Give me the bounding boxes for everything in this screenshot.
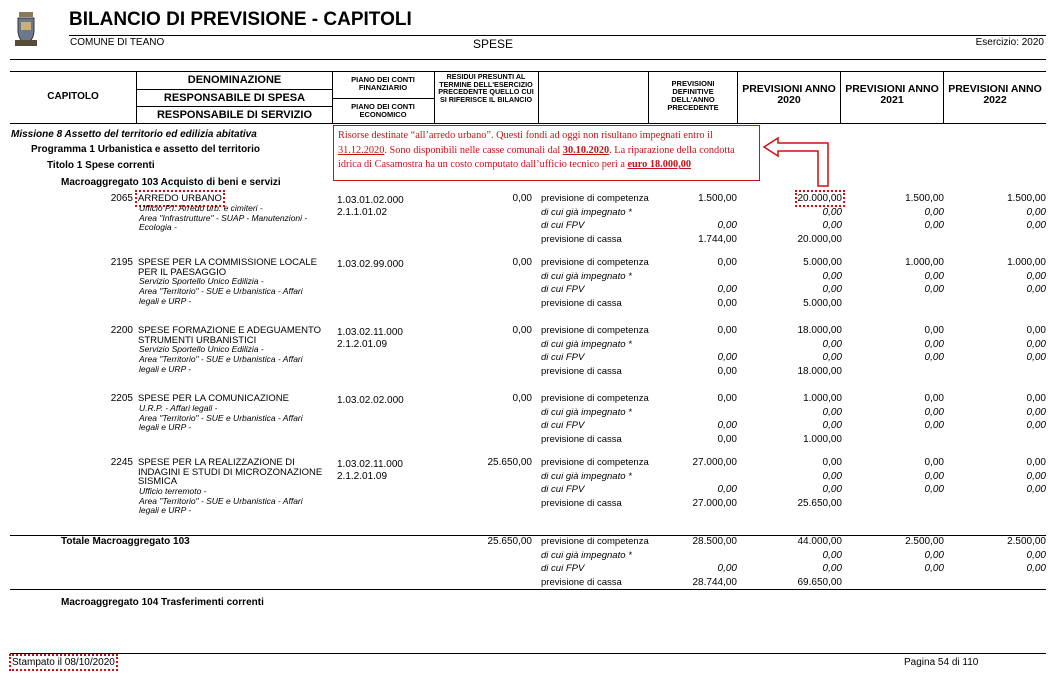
area-label: legali e URP - <box>139 505 192 515</box>
value-a2022: 1.500,00 <box>1007 193 1046 204</box>
value-a2021: 0,00 <box>924 393 944 404</box>
page-number: Pagina 54 di 110 <box>904 657 979 668</box>
capitolo-number: 2245 <box>110 457 133 468</box>
value-a2021: 0,00 <box>924 338 944 350</box>
value-a2022: 0,00 <box>1026 470 1046 482</box>
value-a2020: 1.000,00 <box>803 393 842 404</box>
row-label: previsione di cassa <box>541 497 622 509</box>
footer-rule <box>10 653 1046 654</box>
capitolo-name: STRUMENTI URBANISTICI <box>138 334 257 346</box>
area-label: Area "Territorio" - SUE e Urbanistica - Affari <box>139 412 303 423</box>
ufficio-label: Servizio Sportello Unico Edilizia - <box>139 276 264 286</box>
row-label: di cui già impegnato * <box>541 549 632 561</box>
capitolo-number: 2195 <box>110 257 133 268</box>
value-a2020: 0,00 <box>822 270 842 282</box>
value-a2022: 0,00 <box>1026 420 1046 431</box>
row-label: previsione di cassa <box>541 576 622 588</box>
value-a2022: 0,00 <box>1026 484 1046 495</box>
value-a2020: 0,00 <box>822 457 842 468</box>
value-a2020: 0,00 <box>822 420 842 431</box>
value-a2021: 0,00 <box>924 457 944 468</box>
value-a2020: 0,00 <box>822 220 842 231</box>
value-a2021: 0,00 <box>924 220 944 231</box>
value-a2022: 0,00 <box>1026 393 1046 404</box>
capitolo-name: INDAGINI E STUDI DI MICROZONAZIONE <box>138 466 323 478</box>
value-a2021: 2.500,00 <box>905 536 944 547</box>
row-label: di cui già impegnato * <box>541 470 632 482</box>
macroaggregato-104-label: Macroaggregato 104 Trasferimenti correnti <box>61 597 264 608</box>
titolo-label: Titolo 1 Spese correnti <box>47 160 155 171</box>
piano-economico: 2.1.2.01.09 <box>337 471 388 482</box>
value-prev: 0,00 <box>717 284 737 295</box>
row-label: di cui già impegnato * <box>541 206 632 218</box>
value-a2022: 0,00 <box>1026 352 1046 363</box>
value-a2020: 5.000,00 <box>803 257 842 268</box>
th-piano-finanziario: PIANO DEI CONTI FINANZIARIO <box>351 75 415 92</box>
header-bottom-rule <box>10 59 1046 60</box>
value-prev: 0,00 <box>717 484 737 495</box>
ufficio-label: Servizio Sportello Unico Edilizia - <box>139 344 264 354</box>
value-a2022: 0,00 <box>1026 457 1046 468</box>
value-a2022: 2.500,00 <box>1007 536 1046 547</box>
area-label: Area "Infrastrutture" - SUAP - Manutenzioni - <box>139 212 308 223</box>
value-a2020: 0,00 <box>822 563 842 574</box>
row-label: di cui FPV <box>541 563 585 574</box>
row-label: previsione di competenza <box>541 393 649 404</box>
capitolo-name: SPESE PER LA COMMISSIONE LOCALE <box>138 257 317 268</box>
row-label: di cui FPV <box>541 420 585 431</box>
th-denominazione: DENOMINAZIONE <box>187 74 282 86</box>
date-2: 30.10.2020 <box>562 144 610 156</box>
th-prev-2021: PREVISIONI ANNO 2021 <box>845 83 939 107</box>
capitolo-name: PER IL PAESAGGIO <box>138 266 227 278</box>
piano-finanziario: 1.03.01.02.000 <box>337 195 404 206</box>
row-label: previsione di cassa <box>541 433 622 445</box>
row-label: di cui FPV <box>541 484 585 495</box>
value-a2021: 0,00 <box>924 406 944 418</box>
value-a2022: 0,00 <box>1026 220 1046 231</box>
value-a2021: 0,00 <box>924 352 944 363</box>
amount-highlight: euro 18.000,00 <box>627 159 692 170</box>
th-residui: RESIDUI PRESUNTI AL TERMINE DELL'ESERCIZIO PRECEDENTE QUELLO CUI SI RIFERISCE IL BILANCIO <box>438 72 534 104</box>
totale-bottom-rule <box>10 589 1046 590</box>
value-a2020: 25.650,00 <box>797 497 842 509</box>
residui-value: 0,00 <box>512 193 532 204</box>
value-a2020: 0,00 <box>822 338 842 350</box>
value-a2021: 1.000,00 <box>905 257 944 268</box>
area-label: Area "Territorio" - SUE e Urbanistica - Affari <box>139 286 303 296</box>
missione-label: Missione 8 Assetto del territorio ed edilizia abitativa <box>11 129 257 140</box>
value-a2022: 0,00 <box>1026 206 1046 218</box>
th-prev-2022: PREVISIONI ANNO 2022 <box>948 83 1042 107</box>
value-a2020: 0,00 <box>822 470 842 482</box>
value-a2021: 0,00 <box>924 484 944 495</box>
value-a2020: 5.000,00 <box>803 297 842 309</box>
value-a2020: 1.000,00 <box>803 433 842 445</box>
area-label: Area "Territorio" - SUE e Urbanistica - Affari <box>139 495 303 506</box>
value-a2021: 1.500,00 <box>905 193 944 204</box>
value-a2022: 0,00 <box>1026 270 1046 282</box>
capitolo-name: SISMICA <box>138 476 178 487</box>
value-prev: 27.000,00 <box>692 457 737 468</box>
row-label: previsione di competenza <box>541 257 649 268</box>
area-label: legali e URP - <box>139 363 192 374</box>
value-a2020: 0,00 <box>822 406 842 418</box>
value-a2021: 0,00 <box>924 563 944 574</box>
value-a2020: 0,00 <box>822 549 842 561</box>
date-1: 31.12.2020 <box>338 144 385 156</box>
area-label: legali e URP - <box>139 422 192 432</box>
value-prev: 0,00 <box>717 220 737 231</box>
value-a2022: 0,00 <box>1026 325 1046 336</box>
value-a2021: 0,00 <box>924 325 944 336</box>
residui-value: 25.650,00 <box>487 457 532 468</box>
row-label: previsione di cassa <box>541 233 622 245</box>
value-prev: 0,00 <box>717 420 737 431</box>
th-capitolo: CAPITOLO <box>47 91 99 102</box>
value-prev: 1.500,00 <box>698 193 737 204</box>
capitolo-name: SPESE FORMAZIONE E ADEGUAMENTO <box>138 325 321 336</box>
value-a2020: 0,00 <box>822 284 842 295</box>
area-label: Ecologia - <box>139 222 177 232</box>
th-piano-economico: PIANO DEI CONTI ECONOMICO <box>351 102 415 119</box>
value-prev: 28.744,00 <box>692 576 737 588</box>
totale-label: Totale Macroaggregato 103 <box>61 536 190 547</box>
capitolo-number: 2065 <box>110 193 133 204</box>
value-prev: 0,00 <box>717 393 737 404</box>
coat-of-arms-logo <box>13 10 39 48</box>
value-a2020: 69.650,00 <box>797 576 842 588</box>
value-a2022: 0,00 <box>1026 284 1046 295</box>
value-a2020: 18.000,00 <box>797 325 842 336</box>
value-prev: 27.000,00 <box>692 497 737 509</box>
row-label: di cui FPV <box>541 220 585 231</box>
value-prev: 0,00 <box>717 563 737 574</box>
comune-label: COMUNE DI TEANO <box>70 37 165 48</box>
header-rule <box>69 35 1046 36</box>
value-a2021: 0,00 <box>924 270 944 282</box>
area-label: Area "Territorio" - SUE e Urbanistica - Affari <box>139 354 303 364</box>
piano-economico: 2.1.2.01.09 <box>337 339 388 350</box>
piano-finanziario: 1.03.02.99.000 <box>337 259 404 270</box>
th-prev-definitive: PREVISIONI DEFINITIVE DELL'ANNO PRECEDENTE <box>667 79 719 112</box>
value-a2021: 0,00 <box>924 470 944 482</box>
value-a2022: 0,00 <box>1026 338 1046 350</box>
row-label: previsione di competenza <box>541 457 649 468</box>
row-label: di cui già impegnato * <box>541 406 632 418</box>
piano-finanziario: 1.03.02.02.000 <box>337 395 404 406</box>
th-prev-2020: PREVISIONI ANNO 2020 <box>742 83 836 107</box>
value-a2022: 0,00 <box>1026 563 1046 574</box>
annotation-arrow-icon <box>758 136 838 194</box>
value-a2021: 0,00 <box>924 206 944 218</box>
value-a2020: 18.000,00 <box>797 365 842 377</box>
piano-finanziario: 1.03.02.11.000 <box>337 459 403 470</box>
row-label: previsione di competenza <box>541 325 649 336</box>
value-prev: 0,00 <box>717 365 737 377</box>
th-resp-spesa: RESPONSABILE DI SPESA <box>163 92 306 104</box>
row-label: di cui FPV <box>541 352 585 363</box>
capitolo-number: 2200 <box>110 325 133 336</box>
value-a2020: 20.000,00 <box>797 193 842 204</box>
residui-value: 0,00 <box>512 393 532 404</box>
value-a2020: 20.000,00 <box>797 233 842 245</box>
capitolo-number: 2205 <box>110 393 133 404</box>
stampato-label: Stampato il 08/10/2020 <box>12 657 115 668</box>
value-a2020: 44.000,00 <box>797 536 842 547</box>
esercizio-label: Esercizio: 2020 <box>975 37 1044 48</box>
value-prev: 28.500,00 <box>692 536 737 547</box>
row-label: previsione di competenza <box>541 193 649 204</box>
value-a2022: 1.000,00 <box>1007 257 1046 268</box>
value-prev: 0,00 <box>717 433 737 445</box>
ufficio-label: Ufficio terremoto - <box>139 485 207 496</box>
page-title: BILANCIO DI PREVISIONE - CAPITOLI <box>69 9 412 30</box>
value-prev: 0,00 <box>717 352 737 363</box>
area-label: legali e URP - <box>139 295 192 306</box>
value-a2021: 0,00 <box>924 549 944 561</box>
value-prev: 0,00 <box>717 297 737 309</box>
value-a2022: 0,00 <box>1026 549 1046 561</box>
residui-value: 0,00 <box>512 325 532 336</box>
residui-value: 0,00 <box>512 257 532 268</box>
ufficio-label: U.R.P. - Affari legali - <box>139 402 218 413</box>
row-label: di cui FPV <box>541 284 585 295</box>
capitolo-name: ARREDO URBANO <box>138 193 222 204</box>
value-a2020: 0,00 <box>822 352 842 363</box>
value-a2020: 0,00 <box>822 206 842 218</box>
row-label: previsione di cassa <box>541 297 622 309</box>
piano-finanziario: 1.03.02.11.000 <box>337 327 403 338</box>
value-prev: 1.744,00 <box>698 233 737 245</box>
row-label: di cui già impegnato * <box>541 270 632 282</box>
value-a2021: 0,00 <box>924 420 944 431</box>
section-label: SPESE <box>473 37 514 51</box>
piano-economico: 2.1.1.01.02 <box>337 207 388 218</box>
totale-residui: 25.650,00 <box>487 536 532 547</box>
annotation-callout: Risorse destinate “all’arredo urbano”. Questi fondi ad oggi non risultano impegnati entro il 31.12.2020. Sono disponibili nelle casse comunali dal 30.10.2020. La riparazione della condotta idrica di Casamostra ha un costo computato dall’ufficio tecnico peri a euro 18.000,00 <box>333 125 760 181</box>
row-label: previsione di competenza <box>541 536 649 547</box>
macroaggregato-103-label: Macroaggregato 103 Acquisto di beni e servizi <box>61 177 281 188</box>
row-label: previsione di cassa <box>541 365 622 377</box>
row-label: di cui già impegnato * <box>541 338 632 350</box>
capitolo-name: SPESE PER LA COMUNICAZIONE <box>138 393 289 404</box>
programma-label: Programma 1 Urbanistica e assetto del territorio <box>31 144 260 155</box>
value-prev: 0,00 <box>717 325 737 336</box>
capitolo-name: SPESE PER LA REALIZZAZIONE DI <box>138 457 295 468</box>
value-a2020: 0,00 <box>822 484 842 495</box>
value-prev: 0,00 <box>717 257 737 268</box>
th-resp-servizio: RESPONSABILE DI SERVIZIO <box>156 109 313 121</box>
value-a2021: 0,00 <box>924 284 944 295</box>
value-a2022: 0,00 <box>1026 406 1046 418</box>
ufficio-label: Ufficio P.I. Arredo urb. e cimiteri - <box>139 202 263 213</box>
